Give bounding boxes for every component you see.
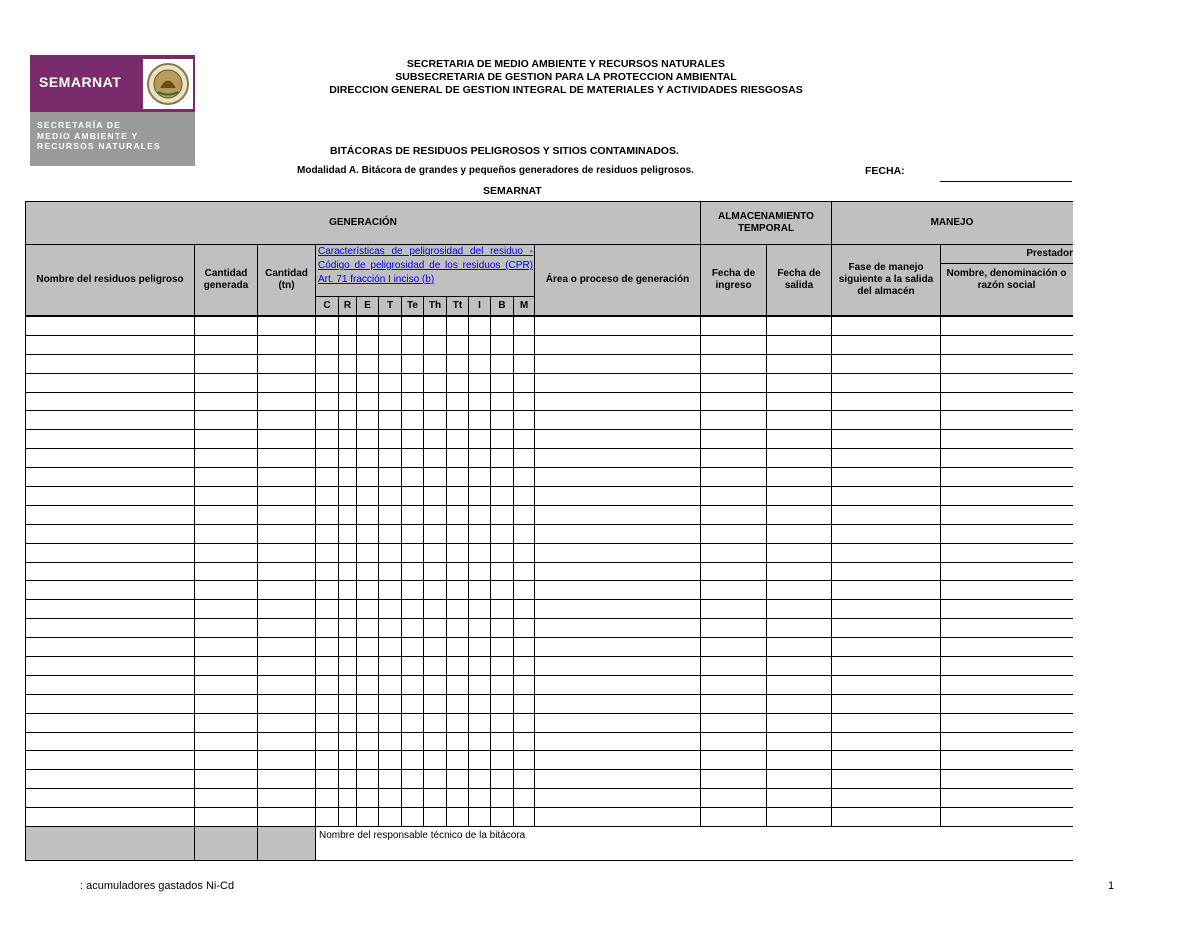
footer-left-border	[315, 826, 316, 861]
cpr-code-label: I	[478, 300, 481, 311]
header-fecha-salida-label: Fecha de salida	[777, 268, 821, 291]
footer-gray-cell	[25, 826, 195, 861]
header-nombre-label: Nombre del residuos peligroso	[36, 274, 184, 285]
cpr-code-label: Th	[428, 300, 442, 311]
footer-bottom-border	[315, 860, 1073, 861]
cpr-code-label: B	[498, 300, 506, 311]
table-row[interactable]	[25, 373, 1073, 392]
table-row[interactable]	[25, 788, 1073, 807]
table-row[interactable]	[25, 524, 1073, 543]
table-row[interactable]	[25, 750, 1073, 769]
caracteristicas-link[interactable]: Características de peligrosidad del residuo - Código de peligrosidad de los residuos (CPR) Art. 71 fracción I inciso (b)	[318, 246, 533, 285]
footer-gray-cell	[257, 826, 316, 861]
header-cantidad-tn-label: Cantidad (tn)	[265, 268, 308, 291]
section-generacion-label: GENERACIÓN	[329, 217, 397, 228]
table-row[interactable]	[25, 392, 1073, 411]
form-modalidad: Modalidad A. Bitácora de grandes y pequeños generadores de residuos peligrosos.	[297, 165, 694, 176]
fecha-label: FECHA:	[865, 165, 905, 177]
table-row[interactable]	[25, 769, 1073, 788]
header-cantidad-generada-label: Cantidad generada	[203, 268, 249, 291]
cpr-code-label: M	[519, 300, 529, 311]
logo-name: SEMARNAT	[39, 74, 122, 90]
header-area-label: Área o proceso de generación	[545, 274, 690, 285]
table-row[interactable]	[25, 316, 1073, 335]
table-row[interactable]	[25, 694, 1073, 713]
logo-subtitle-line: RECURSOS NATURALES	[37, 141, 161, 151]
responsable-label: Nombre del responsable técnico de la bitácora	[319, 830, 526, 841]
cpr-code-label: E	[364, 300, 371, 311]
section-manejo-label: MANEJO	[930, 217, 974, 228]
table-row[interactable]	[25, 486, 1073, 505]
form-agency: SEMARNAT	[483, 185, 542, 197]
table-row[interactable]	[25, 543, 1073, 562]
footer-gray-cell	[194, 826, 258, 861]
table-row[interactable]	[25, 448, 1073, 467]
cpr-code-label: Te	[407, 300, 418, 311]
logo-subtitle-line: SECRETARÍA DE	[37, 120, 122, 130]
table-row[interactable]	[25, 656, 1073, 675]
table-row[interactable]	[25, 732, 1073, 751]
table-row[interactable]	[25, 562, 1073, 581]
header-fase-manejo-label: Fase de manejo siguiente a la salida del almacén	[838, 262, 934, 297]
table-row[interactable]	[25, 429, 1073, 448]
header-prestador-label: Prestador	[1026, 248, 1073, 259]
footer-note: : acumuladores gastados Ni-Cd	[80, 880, 235, 892]
table-row[interactable]	[25, 618, 1073, 637]
table-row[interactable]	[25, 713, 1073, 732]
footer-top-border	[315, 826, 1073, 827]
cpr-code-label: C	[323, 300, 331, 311]
table-row[interactable]	[25, 410, 1073, 429]
form-title: BITÁCORAS DE RESIDUOS PELIGROSOS Y SITIOS CONTAMINADOS.	[330, 145, 679, 157]
table-row[interactable]	[25, 354, 1073, 373]
table-row[interactable]	[25, 505, 1073, 524]
table-row[interactable]	[25, 637, 1073, 656]
table-row[interactable]	[25, 335, 1073, 354]
table-row[interactable]	[25, 467, 1073, 486]
cpr-code-label: R	[343, 300, 352, 311]
cpr-code-label: Tt	[452, 300, 463, 311]
header-line-2: SUBSECRETARIA DE GESTION PARA LA PROTECCION AMBIENTAL	[395, 71, 737, 83]
logo-subtitle-line: MEDIO AMBIENTE Y	[37, 130, 139, 141]
table-row[interactable]	[25, 807, 1073, 826]
page-number: 1	[1108, 880, 1115, 892]
header-nombre-razon-label: Nombre, denominación o razón social	[946, 268, 1067, 291]
table-row[interactable]	[25, 675, 1073, 694]
header-fecha-ingreso-label: Fecha de ingreso	[711, 268, 756, 291]
section-almacenamiento-label: ALMACENAMIENTO TEMPORAL	[718, 211, 814, 234]
table-row[interactable]	[25, 580, 1073, 599]
cpr-code-label: T	[386, 300, 394, 311]
table-row[interactable]	[25, 599, 1073, 618]
header-line-3: DIRECCION GENERAL DE GESTION INTEGRAL DE MATERIALES Y ACTIVIDADES RIESGOSAS	[329, 84, 803, 96]
header-line-1: SECRETARIA DE MEDIO AMBIENTE Y RECURSOS NATURALES	[406, 58, 726, 70]
